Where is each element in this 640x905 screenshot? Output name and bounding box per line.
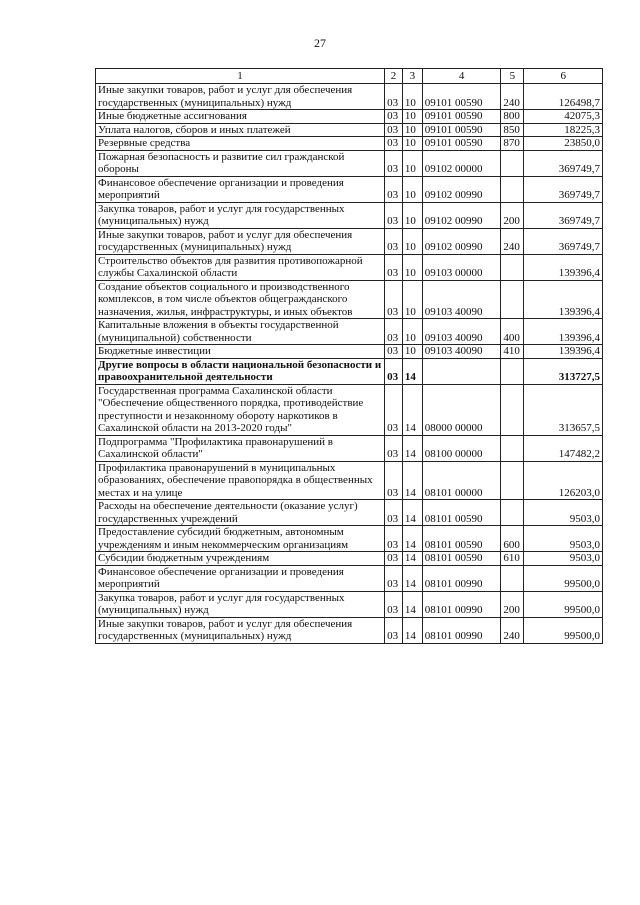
row-subsection-cell: 10 xyxy=(402,319,422,345)
row-section-cell: 03 xyxy=(385,254,403,280)
table-row xyxy=(96,591,603,617)
row-amount-cell: 369749,7 xyxy=(524,150,603,176)
row-expense-type-cell: 870 xyxy=(501,137,524,151)
row-target-cell: 09101 00590 xyxy=(422,137,501,151)
row-subsection-cell: 14 xyxy=(402,565,422,591)
row-amount-cell: 9503,0 xyxy=(524,552,603,566)
row-subsection-cell: 10 xyxy=(402,150,422,176)
row-amount-cell: 369749,7 xyxy=(524,176,603,202)
table-row xyxy=(96,280,603,319)
row-section-cell: 03 xyxy=(385,435,403,461)
row-name-cell: Бюджетные инвестиции xyxy=(96,345,385,359)
row-section-cell: 03 xyxy=(385,202,403,228)
row-name-cell: Иные бюджетные ассигнования xyxy=(96,110,385,124)
row-amount-cell: 313657,5 xyxy=(524,384,603,435)
row-target-cell: 08000 00000 xyxy=(422,384,501,435)
row-subsection-cell: 10 xyxy=(402,84,422,110)
row-amount-cell: 139396,4 xyxy=(524,319,603,345)
row-amount-cell: 139396,4 xyxy=(524,254,603,280)
row-subsection-cell: 14 xyxy=(402,384,422,435)
row-subsection-cell: 14 xyxy=(402,552,422,566)
row-section-cell: 03 xyxy=(385,565,403,591)
table-row xyxy=(96,176,603,202)
row-target-cell: 09102 00990 xyxy=(422,202,501,228)
row-subsection-cell: 10 xyxy=(402,345,422,359)
row-target-cell xyxy=(422,358,501,384)
table-row xyxy=(96,565,603,591)
header-col-2: 2 xyxy=(385,69,403,84)
row-subsection-cell: 10 xyxy=(402,110,422,124)
row-target-cell: 08101 00590 xyxy=(422,500,501,526)
row-amount-cell: 99500,0 xyxy=(524,591,603,617)
row-name-cell: Другие вопросы в области национальной безопасности и правоохранительной деятельности xyxy=(96,358,385,384)
header-col-1: 1 xyxy=(96,69,385,84)
row-expense-type-cell: 850 xyxy=(501,123,524,137)
row-expense-type-cell xyxy=(501,461,524,500)
row-name-cell: Пожарная безопасность и развитие сил гражданской обороны xyxy=(96,150,385,176)
row-expense-type-cell: 200 xyxy=(501,202,524,228)
table-header-row xyxy=(96,69,603,84)
row-expense-type-cell xyxy=(501,358,524,384)
row-amount-cell: 42075,3 xyxy=(524,110,603,124)
row-section-cell: 03 xyxy=(385,150,403,176)
row-name-cell: Создание объектов социального и производственного комплексов, в том числе объектов общегражданского назначения, жилья, инфраструктуры, и иных объектов xyxy=(96,280,385,319)
row-expense-type-cell xyxy=(501,565,524,591)
table-row xyxy=(96,345,603,359)
budget-table xyxy=(95,68,603,644)
header-col-3: 3 xyxy=(402,69,422,84)
row-expense-type-cell xyxy=(501,176,524,202)
row-section-cell: 03 xyxy=(385,358,403,384)
row-name-cell: Иные закупки товаров, работ и услуг для обеспечения государственных (муниципальных) нужд xyxy=(96,228,385,254)
row-amount-cell: 369749,7 xyxy=(524,202,603,228)
row-section-cell: 03 xyxy=(385,500,403,526)
row-subsection-cell: 14 xyxy=(402,526,422,552)
row-name-cell: Строительство объектов для развития противопожарной службы Сахалинской области xyxy=(96,254,385,280)
row-name-cell: Закупка товаров, работ и услуг для государственных (муниципальных) нужд xyxy=(96,202,385,228)
row-subsection-cell: 14 xyxy=(402,617,422,643)
row-expense-type-cell xyxy=(501,254,524,280)
table-row xyxy=(96,150,603,176)
row-expense-type-cell: 240 xyxy=(501,228,524,254)
row-amount-cell: 126203,0 xyxy=(524,461,603,500)
row-subsection-cell: 14 xyxy=(402,358,422,384)
row-subsection-cell: 14 xyxy=(402,435,422,461)
page-number: 27 xyxy=(314,36,326,50)
row-expense-type-cell: 400 xyxy=(501,319,524,345)
row-section-cell: 03 xyxy=(385,137,403,151)
header-col-5: 5 xyxy=(501,69,524,84)
row-subsection-cell: 10 xyxy=(402,176,422,202)
row-section-cell: 03 xyxy=(385,552,403,566)
table-row xyxy=(96,552,603,566)
row-target-cell: 09103 00000 xyxy=(422,254,501,280)
table-row xyxy=(96,526,603,552)
row-amount-cell: 147482,2 xyxy=(524,435,603,461)
row-target-cell: 09103 40090 xyxy=(422,280,501,319)
row-expense-type-cell xyxy=(501,280,524,319)
row-section-cell: 03 xyxy=(385,228,403,254)
row-target-cell: 08101 00000 xyxy=(422,461,501,500)
row-target-cell: 09103 40090 xyxy=(422,345,501,359)
table-row xyxy=(96,358,603,384)
row-expense-type-cell: 600 xyxy=(501,526,524,552)
row-section-cell: 03 xyxy=(385,345,403,359)
row-section-cell: 03 xyxy=(385,319,403,345)
row-expense-type-cell: 240 xyxy=(501,84,524,110)
row-section-cell: 03 xyxy=(385,110,403,124)
row-name-cell: Уплата налогов, сборов и иных платежей xyxy=(96,123,385,137)
row-subsection-cell: 14 xyxy=(402,591,422,617)
row-section-cell: 03 xyxy=(385,123,403,137)
row-amount-cell: 99500,0 xyxy=(524,617,603,643)
table-row xyxy=(96,254,603,280)
row-expense-type-cell xyxy=(501,150,524,176)
row-subsection-cell: 14 xyxy=(402,500,422,526)
table-row xyxy=(96,137,603,151)
row-amount-cell: 9503,0 xyxy=(524,526,603,552)
row-name-cell: Подпрограмма "Профилактика правонарушений в Сахалинской области" xyxy=(96,435,385,461)
row-target-cell: 08101 00990 xyxy=(422,591,501,617)
row-name-cell: Предоставление субсидий бюджетным, автономным учреждениям и иным некоммерческим организациям xyxy=(96,526,385,552)
row-subsection-cell: 10 xyxy=(402,202,422,228)
row-amount-cell: 139396,4 xyxy=(524,280,603,319)
row-section-cell: 03 xyxy=(385,384,403,435)
row-name-cell: Иные закупки товаров, работ и услуг для обеспечения государственных (муниципальных) нужд xyxy=(96,84,385,110)
table-row xyxy=(96,384,603,435)
row-target-cell: 09102 00990 xyxy=(422,176,501,202)
row-section-cell: 03 xyxy=(385,84,403,110)
header-col-6: 6 xyxy=(524,69,603,84)
row-section-cell: 03 xyxy=(385,461,403,500)
table-row xyxy=(96,123,603,137)
row-section-cell: 03 xyxy=(385,526,403,552)
row-section-cell: 03 xyxy=(385,176,403,202)
row-name-cell: Государственная программа Сахалинской области "Обеспечение общественного порядка, противодействие преступности и незаконному обороту наркотиков в Сахалинской области на 2013-2020 годы" xyxy=(96,384,385,435)
row-name-cell: Закупка товаров, работ и услуг для государственных (муниципальных) нужд xyxy=(96,591,385,617)
table-row xyxy=(96,435,603,461)
row-subsection-cell: 14 xyxy=(402,461,422,500)
row-name-cell: Финансовое обеспечение организации и проведения мероприятий xyxy=(96,176,385,202)
row-target-cell: 08101 00590 xyxy=(422,552,501,566)
row-name-cell: Иные закупки товаров, работ и услуг для обеспечения государственных (муниципальных) нужд xyxy=(96,617,385,643)
row-target-cell: 09103 40090 xyxy=(422,319,501,345)
row-amount-cell: 18225,3 xyxy=(524,123,603,137)
row-expense-type-cell: 800 xyxy=(501,110,524,124)
row-expense-type-cell xyxy=(501,384,524,435)
row-name-cell: Финансовое обеспечение организации и проведения мероприятий xyxy=(96,565,385,591)
row-name-cell: Профилактика правонарушений в муниципальных образованиях, обеспечение правопорядка в общественных местах и на улице xyxy=(96,461,385,500)
row-target-cell: 08101 00990 xyxy=(422,565,501,591)
table-row xyxy=(96,228,603,254)
row-subsection-cell: 10 xyxy=(402,280,422,319)
row-amount-cell: 99500,0 xyxy=(524,565,603,591)
row-amount-cell: 313727,5 xyxy=(524,358,603,384)
table-row xyxy=(96,461,603,500)
row-target-cell: 09101 00590 xyxy=(422,123,501,137)
row-name-cell: Резервные средства xyxy=(96,137,385,151)
row-target-cell: 08101 00990 xyxy=(422,617,501,643)
row-expense-type-cell xyxy=(501,435,524,461)
row-target-cell: 08100 00000 xyxy=(422,435,501,461)
header-col-4: 4 xyxy=(422,69,501,84)
row-expense-type-cell: 610 xyxy=(501,552,524,566)
table-row xyxy=(96,617,603,643)
row-target-cell: 09101 00590 xyxy=(422,110,501,124)
row-expense-type-cell xyxy=(501,500,524,526)
row-subsection-cell: 10 xyxy=(402,137,422,151)
row-section-cell: 03 xyxy=(385,591,403,617)
row-section-cell: 03 xyxy=(385,280,403,319)
table-row xyxy=(96,319,603,345)
row-amount-cell: 369749,7 xyxy=(524,228,603,254)
row-amount-cell: 23850,0 xyxy=(524,137,603,151)
row-target-cell: 08101 00590 xyxy=(422,526,501,552)
row-amount-cell: 139396,4 xyxy=(524,345,603,359)
table-row xyxy=(96,84,603,110)
row-expense-type-cell: 200 xyxy=(501,591,524,617)
row-amount-cell: 126498,7 xyxy=(524,84,603,110)
table-row xyxy=(96,202,603,228)
row-expense-type-cell: 410 xyxy=(501,345,524,359)
row-section-cell: 03 xyxy=(385,617,403,643)
row-name-cell: Субсидии бюджетным учреждениям xyxy=(96,552,385,566)
row-target-cell: 09102 00000 xyxy=(422,150,501,176)
row-subsection-cell: 10 xyxy=(402,228,422,254)
row-name-cell: Капитальные вложения в объекты государственной (муниципальной) собственности xyxy=(96,319,385,345)
row-target-cell: 09101 00590 xyxy=(422,84,501,110)
row-target-cell: 09102 00990 xyxy=(422,228,501,254)
row-subsection-cell: 10 xyxy=(402,254,422,280)
row-expense-type-cell: 240 xyxy=(501,617,524,643)
row-name-cell: Расходы на обеспечение деятельности (оказание услуг) государственных учреждений xyxy=(96,500,385,526)
table-row xyxy=(96,500,603,526)
table-row xyxy=(96,110,603,124)
row-subsection-cell: 10 xyxy=(402,123,422,137)
row-amount-cell: 9503,0 xyxy=(524,500,603,526)
